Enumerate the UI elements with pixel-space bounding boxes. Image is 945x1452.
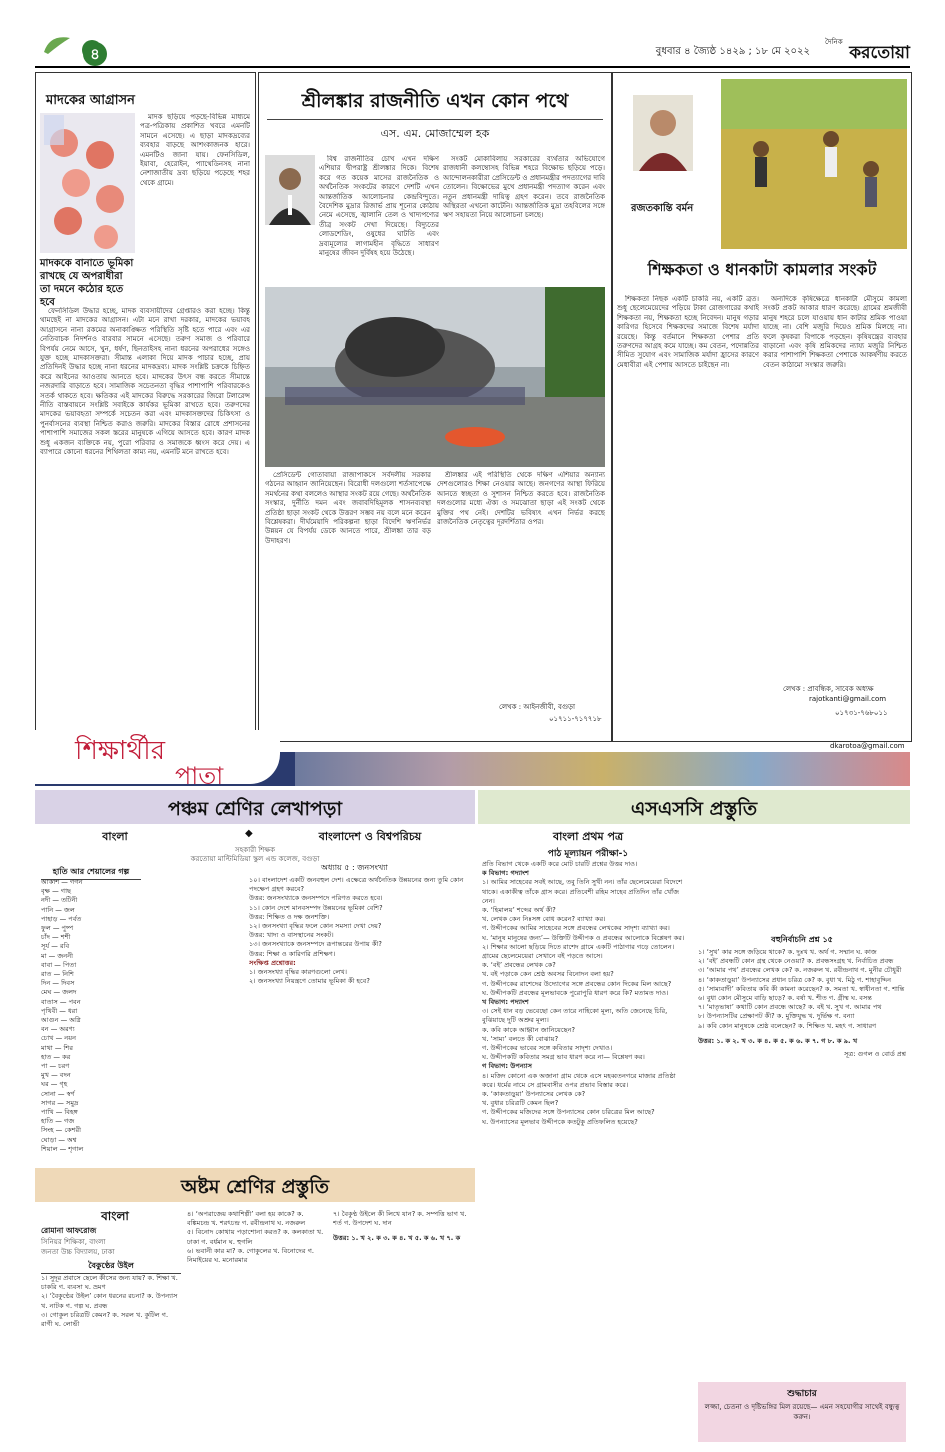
protest-photo bbox=[265, 287, 605, 467]
mcq-item: ৮। উপন্যাসটির প্রেক্ষাপট কী? ক. মুক্তিযুদ্ধ খ. দুর্ভিক্ষ গ. বন্যা bbox=[698, 1012, 855, 1021]
ssc-line: ৪। মজিদ কোনো এক অজানা গ্রাম থেকে এসে মহব্বতনগরে মাজার প্রতিষ্ঠা করে। ধর্মের নামে সে গ্রামবাসীর ওপর প্রভাব বিস্তার করে। bbox=[482, 1071, 676, 1089]
ssc-line: গ বিভাগ: উপন্যাস bbox=[482, 1062, 532, 1071]
ssc-subject: বাংলা প্রথম পত্র bbox=[552, 830, 624, 843]
class8-teacher-role: সিনিয়র শিক্ষিকা, বাংলা bbox=[41, 1238, 106, 1246]
class5-section bbox=[35, 826, 475, 1162]
banner-collage bbox=[295, 752, 910, 786]
mcq-item: ৫। ‘সাম্যবাদী’ কবিতায় কবি কী কামনা করেছেন? ক. সমতা খ. স্বাধীনতা গ. শান্তি bbox=[698, 984, 905, 993]
mcq-item: ২। ‘বই’ প্রবন্ধটি কোন গ্রন্থ থেকে নেওয়া? ক. প্রবন্ধসংগ্রহ খ. নির্বাচিত প্রবন্ধ bbox=[698, 957, 894, 966]
word-pair: বন — অরণ্য bbox=[41, 1025, 75, 1034]
ssc-line: গ. উদ্দীপকের আমির সাহেবের সঙ্গে প্রবন্ধের লেখকের সাদৃশ্য ব্যাখ্যা কর। bbox=[482, 924, 670, 933]
mcq-item: ৬। ভবানী কার মা? ক. গোকুলের খ. বিনোদের গ. নিমাইয়ের ঘ. মনোরমার bbox=[187, 1246, 315, 1265]
teacher-email: rajotkanti@gmail.com bbox=[809, 695, 887, 703]
word-pair: দিন — দিবস bbox=[41, 979, 75, 988]
class8-heading-band bbox=[35, 1168, 475, 1202]
ssc-line: ক. ‘কাকতাড়ুয়া’ উপন্যাসের লেখক কে? bbox=[482, 1090, 586, 1099]
word-pair: হাত — কর bbox=[41, 1052, 71, 1061]
paper-name: করতোয়া bbox=[849, 43, 910, 63]
mcq-item: ৫। বিনোদ কোথায় পড়াশোনা করত? ক. কলকাতা খ. ঢাকা গ. বর্ধমান ঘ. হুগলি bbox=[187, 1228, 324, 1246]
word-pair: চাঁদ — শশী bbox=[41, 933, 71, 942]
ssc-credit: সূত্র: গুগল ও বোর্ড প্রশ্ন bbox=[844, 1050, 906, 1059]
srilanka-body-2: সংকট মোকাবিলায় সরকারের ব্যর্থতার অভিযোগে রাজধানী কলম্বোসহ বিভিন্ন শহরে বিক্ষোভ ছড়িয়ে পড়ে। আন্দোলনকারীরা প্রেসিডেন্ট ও প্রধানমন্ত্রীর পদত্যাগের দাবি তোলেন। বিক্ষোভের মুখে প্রধানমন্ত্রী পদত্যাগ করেন এবং নতুন প্রধানমন্ত্রী দায়িত্ব গ্রহণ করেন। তবে রাজনৈতিক অস্থিরতা এখনো কাটেনি। আন্তর্জাতিক মুদ্রা তহবিলের সঙ্গে ঋণ সহায়তা নিয়ে আলোচনা চলছে। bbox=[443, 155, 605, 220]
mcq-item: ৩। গোকুল চরিত্রটি কেমন? ক. সরল খ. কুটিল গ. রাগী ঘ. লোভী bbox=[41, 1310, 169, 1329]
ssc-line: ক. ‘বই’ প্রবন্ধের লেখক কে? bbox=[482, 961, 556, 970]
class5-school: করতোয়া মাল্টিমিডিয়া স্কুল এন্ড কলেজ, বগুড়া bbox=[190, 855, 320, 863]
word-pair: মুখ — বদন bbox=[41, 1071, 71, 1080]
masthead-rule bbox=[35, 66, 910, 68]
srilanka-author-note: লেখক : আইনজীবী, বগুড়া bbox=[499, 703, 576, 711]
mcq-item: ৪। ‘অপরাজেয় কথাশিল্পী’ বলা হয় কাকে? ক. বঙ্কিমচন্দ্র খ. শরৎচন্দ্র গ. রবীন্দ্রনাথ ঘ. নজরুল bbox=[187, 1210, 306, 1228]
erratum-box bbox=[698, 1382, 906, 1442]
word-pair: পা — চরণ bbox=[41, 1062, 70, 1071]
srilanka-title-rule bbox=[267, 119, 603, 120]
ssc-line: ৩। সেই ধান বড় ভেবেছো কেন তারে নাহিকো মূল্য, অতি জেনেছে চিরি, বুঝিয়াছে দুটি অশ্রুর মূল্য। bbox=[482, 1007, 668, 1025]
mcq-item: ৪। ‘কাকতাড়ুয়া’ উপন্যাসের প্রধান চরিত্র কে? ক. বুধা খ. মিঠু গ. শাহাবুদ্দিন bbox=[698, 975, 892, 984]
word-pair: পাখি — বিহঙ্গ bbox=[41, 1108, 78, 1117]
class5-heading-band bbox=[35, 790, 475, 824]
word-pair: সাগর — সমুদ্র bbox=[41, 1098, 79, 1107]
ssc-exam: পাঠ মূল্যায়ন পরীক্ষা-১ bbox=[547, 849, 629, 859]
srilanka-body-3: প্রেসিডেন্ট গোতাবায়া রাজাপাকসে সর্বদলীয় সরকার গঠনের আহ্বান জানিয়েছেন। বিরোধী দলগুলো শর্তসাপেক্ষে সমর্থনের কথা বললেও আস্থার সংকট রয়ে গেছে। অর্থনৈতিক সংস্কার, দুর্নীতি দমন এবং জবাবদিহিমূলক শাসনব্যবস্থা প্রতিষ্ঠা ছাড়া সংকট থেকে উত্তরণ সম্ভব নয় বলে মনে করেন বিশ্লেষকরা। দীর্ঘমেয়াদি পরিকল্পনা ছাড়া বিদেশি ঋণনির্ভর উন্নয়ন যে বিপর্যয় ডেকে আনতে পারে, শ্রীলঙ্কা তার বড় উদাহরণ। bbox=[265, 471, 431, 545]
word-pair: সূর্য — রবি bbox=[41, 942, 70, 951]
word-pair: মেঘ — জলদ bbox=[41, 988, 77, 997]
teacher-phone: ০১৭৩১-৭৬৮০১১ bbox=[835, 709, 888, 717]
teacher-title: শিক্ষকতা ও ধানকাটা কামলার সংকট bbox=[647, 260, 877, 279]
mcq-item: ১। সুদূর প্রবাসে ছেলে কীসের জন্য যায়? ক. শিক্ষা খ. চাকরি গ. ব্যবসা ঘ. ভ্রমণ bbox=[41, 1274, 178, 1292]
pills-image-icon bbox=[40, 113, 135, 253]
class8-teacher: রোমানা আফরোজ bbox=[41, 1226, 97, 1235]
question-line: উত্তর: জনসংখ্যাকে জনসম্পদে পরিণত করতে হবে। bbox=[249, 894, 383, 903]
left-article-lead: মাদক ছড়িয়ে পড়ছে-বিভিন্ন মাধ্যমে পত্র-পত্রিকায় প্রকাশিত খবরে এমনটি সামনে এসেছে। এ ছাড়া মাদকদ্রব্যের ব্যবহার বাড়ছে আশংকাজনক হারে। এমনটিও জানা যায়। ফেনসিডিল, ইয়াবা, হেরোইন, প্যাথেডিনসহ নানা নেশাজাতীয় দ্রব্য ছড়িয়ে পড়েছে শহর থেকে গ্রামে। bbox=[140, 113, 250, 187]
ssc-line: ক বিভাগ: গদ্যাংশ bbox=[482, 869, 529, 878]
mcq-item: ২। ‘বৈকুণ্ঠের উইল’ কোন ধরনের রচনা? ক. উপন্যাস খ. নাটক গ. গল্প ঘ. প্রবন্ধ bbox=[41, 1292, 178, 1310]
srilanka-body-4: শ্রীলঙ্কার এই পরিস্থিতি থেকে দক্ষিণ এশিয়ার অন্যান্য দেশগুলোরও শিক্ষা নেওয়ার আছে। জনগণের আস্থা ফিরিয়ে আনতে স্বচ্ছতা ও সুশাসন নিশ্চিত করতে হবে। রাজনৈতিক দলগুলোর মধ্যে ঐক্য ও সমঝোতা ছাড়া এই সংকট থেকে মুক্তির পথ নেই। দেশটির ভবিষ্যৎ এখন নির্ভর করছে রাজনৈতিক নেতৃত্বের দূরদর্শিতার ওপর। bbox=[437, 471, 605, 527]
word-pair: ঘর — গৃহ bbox=[41, 1080, 68, 1089]
banner-title-1: শিক্ষার্থীর bbox=[75, 736, 166, 766]
question-line: উত্তর: খাদ্য ও বাসস্থানের সংকট। bbox=[249, 931, 334, 940]
ssc-line: ১। আমির সাহেবের সবই আছে, তবু তিনি সুখী নন। তাঁর ছেলেমেয়েরা বিদেশে থাকে। একাকীত্ব তাঁকে গ্রাস করে। প্রতিবেশী রহিম সাহেব প্রতিদিন তাঁর খোঁজ নেন। bbox=[482, 878, 683, 905]
question-line: উত্তর: শিক্ষিত ও দক্ষ জনশক্তি। bbox=[249, 912, 330, 921]
class8-section-title: বৈকুণ্ঠের উইল bbox=[41, 1260, 181, 1274]
word-pair: ঘোড়া — অশ্ব bbox=[41, 1135, 77, 1144]
class5-questions bbox=[249, 876, 471, 1162]
srilanka-body-1: বিশ্ব রাজনীতির চোখ এখন দক্ষিণ এশিয়ার দ্বীপরাষ্ট্র শ্রীলঙ্কার দিকে। বিশেষ করে গত কয়েক মাসের রাজনৈতিক ও অর্থনৈতিক সংকটের কারণে দেশটি এখন আন্তর্জাতিক আলোচনার কেন্দ্রবিন্দুতে। বৈদেশিক মুদ্রার রিজার্ভ প্রায় শূন্যের কোঠায় নেমে এসেছে, জ্বালানি তেল ও খাদ্যপণ্যের তীব্র সংকট দেখা দিয়েছে। বিদ্যুতের লোডশেডিং, ওষুধের ঘাটতি এবং দ্রব্যমূল্যের লাগামহীন বৃদ্ধিতে সাধারণ মানুষের জীবন দুর্বিষহ হয়ে উঠেছে। bbox=[319, 155, 439, 258]
person-portrait-icon bbox=[633, 95, 693, 171]
ssc-line: গ. উদ্দীপকের মজিদের সঙ্গে উপন্যাসের কোন চরিত্রের মিল আছে? bbox=[482, 1108, 655, 1117]
harvest-field-image-icon bbox=[721, 79, 907, 249]
class8-mcq-left bbox=[41, 1274, 181, 1444]
ssc-heading-band bbox=[478, 790, 910, 824]
word-pair: চোখ — নয়ন bbox=[41, 1034, 77, 1043]
question-line: সংক্ষিপ্ত প্রশ্নোত্তর: bbox=[249, 958, 296, 967]
left-article-pull-quote: মাদককে বানাতে ভূমিকা রাখছে যে অপরাধীরা তা দমনে কঠোর হতে হবে bbox=[40, 258, 134, 308]
rice-field-photo bbox=[721, 79, 907, 249]
class5-word-list bbox=[41, 878, 241, 1162]
masthead bbox=[0, 0, 945, 74]
question-line: ১১। কোন দেশে মানবসম্পদ উন্নয়নের ভূমিকা বেশি? bbox=[249, 903, 383, 912]
word-pair: মা — জননী bbox=[41, 951, 74, 960]
word-pair: পাহাড় — পর্বত bbox=[41, 914, 82, 923]
paper-tag: দৈনিক bbox=[825, 38, 843, 46]
mcq-item: ৭। বৈকুণ্ঠ উইলে কী লিখে যান? ক. সম্পত্তি ভাগ খ. শর্ত গ. উপদেশ ঘ. দান bbox=[333, 1210, 467, 1228]
question-line: ১০। বাংলাদেশ একটি জনবহুল দেশ। এক্ষেত্রে অর্থনৈতিক উন্নয়নের জন্য তুমি কোন পদক্ষেপ গ্রহণ করবে? bbox=[249, 876, 464, 894]
ssc-heading: এসএসসি প্রস্তুতি bbox=[630, 798, 758, 820]
class8-mcq-mid bbox=[187, 1210, 327, 1444]
srilanka-byline: এস. এম. মোজাম্মেল হক bbox=[380, 127, 490, 140]
question-line: ১৩। জনসংখ্যাকে জনসম্পদে রূপান্তরের উপায় কী? bbox=[249, 940, 382, 949]
ssc-line: খ. বুধার চরিত্রটি কেমন ছিল? bbox=[482, 1099, 559, 1108]
srilanka-article bbox=[258, 72, 612, 742]
teacher-body-2: অন্যদিকে কৃষিক্ষেত্রে ধানকাটা মৌসুমে কামলা সংকট প্রকট আকার ধারণ করেছে। গ্রামের শ্রমজীবী মানুষ শহরে চলে যাওয়ায় ধান কাটার শ্রমিক পাওয়া যাচ্ছে না। বেশি মজুরি দিয়েও শ্রমিক মিলছে না। ফলে কৃষকরা বিপাকে পড়ছেন। কৃষিযন্ত্রের ব্যবহার বাড়ানো এবং কৃষি শ্রমিকদের ন্যায্য মজুরি নিশ্চিত করার পাশাপাশি শিক্ষকতা পেশাকে আকর্ষণীয় করতে বেতন কাঠামো সংস্কার জরুরি। bbox=[763, 295, 907, 369]
word-pair: রাত — নিশি bbox=[41, 970, 74, 979]
word-pair: ফুল — পুষ্প bbox=[41, 924, 74, 933]
ssc-line: ক. ‘হিমালয়’ শব্দের অর্থ কী? bbox=[482, 906, 556, 915]
word-pair: মাথা — শির bbox=[41, 1043, 73, 1052]
ssc-line: খ. বই পড়াকে কেন শ্রেষ্ঠ অবসর বিনোদন বলা হয়? bbox=[482, 970, 614, 979]
srilanka-title: শ্রীলঙ্কার রাজনীতি এখন কোন পথে bbox=[301, 90, 569, 112]
date-line: বুধবার ৪ জ্যৈষ্ঠ ১৪২৯ ; ১৮ মে ২০২২ bbox=[655, 46, 810, 57]
mcq-answers: উত্তর: ১. ক ২. খ ৩. ক ৪. ক ৫. ক ৬. ক ৭. গ ৮. ক ৯. খ bbox=[698, 1036, 858, 1045]
ssc-line: খ বিভাগ: পদ্যাংশ bbox=[482, 998, 529, 1007]
word-pair: বাবা — পিতা bbox=[41, 960, 77, 969]
email-credit: dkarotoa@gmail.com bbox=[830, 742, 905, 750]
word-pair: আগুন — অগ্নি bbox=[41, 1016, 81, 1025]
word-pair: পানি — জল bbox=[41, 905, 75, 914]
ssc-line: গ. উদ্দীপকের রাশেদের উদ্যোগের সঙ্গে প্রবন্ধের কোন দিকের মিল আছে? bbox=[482, 979, 672, 988]
word-pair: নদী — তটিনী bbox=[41, 896, 78, 905]
erratum-title: শুদ্ধাচার bbox=[787, 1389, 817, 1399]
word-pair: আকাশ — গগন bbox=[41, 878, 83, 886]
ssc-line: ঘ. উদ্দীপকটি প্রবন্ধের মূলভাবকে পুরোপুরি ধারণ করে কি? মতামত দাও। bbox=[482, 988, 669, 997]
page-number: ৪ bbox=[83, 42, 107, 66]
word-pair: শিয়াল — শৃগাল bbox=[41, 1144, 84, 1153]
class8-school: জনতা উচ্চ বিদ্যালয়, ঢাকা bbox=[41, 1248, 115, 1256]
author-photo-srilanka bbox=[265, 155, 315, 225]
question-line: উত্তর: শিক্ষা ও কারিগরি প্রশিক্ষণ। bbox=[249, 949, 336, 958]
class8-subject: বাংলা bbox=[101, 1209, 129, 1223]
erratum-text: লজ্জা, চেতনা ও দৃষ্টিভঙ্গির মিল রয়েছে— এমন সহযোগীর সাথেই বন্ধুত্ব করুন। bbox=[704, 1403, 900, 1421]
author-photo-teacher bbox=[633, 95, 693, 171]
word-pair: সিংহ — কেশরী bbox=[41, 1126, 82, 1135]
class8-heading: অষ্টম শ্রেণির প্রস্তুতি bbox=[180, 1176, 330, 1198]
mcq-item: ৭। ‘মাতৃভাষা’ কথাটি কোন প্রবন্ধে আছে? ক. বই খ. সুখ গ. আমার পথ bbox=[698, 1003, 882, 1012]
word-pair: সোনা — স্বর্ণ bbox=[41, 1089, 75, 1098]
ssc-line: ঘ. উদ্দীপকটি কবিতার সমগ্র ভাব ধারণ করে না— বিশ্লেষণ কর। bbox=[482, 1053, 645, 1062]
class5-subject-right: বাংলাদেশ ও বিশ্বপরিচয় bbox=[318, 830, 422, 843]
class5-left-col-title: হাতি আর শেয়ালের গল্প bbox=[41, 866, 141, 880]
ssc-line: ঘ. উপন্যাসের মূলভাব উদ্দীপকে কতটুকু প্রতিফলিত হয়েছে? bbox=[482, 1117, 638, 1126]
mcq-item: ১। ‘সুখ’ কার সঙ্গে জড়িয়ে থাকে? ক. দুঃখ খ. অর্থ গ. সম্মান ঘ. কাজ bbox=[698, 948, 877, 956]
banner-title-2: পাতা bbox=[175, 762, 224, 790]
ssc-line: ২। শিক্ষার আলো ছড়িয়ে দিতে রাশেদ গ্রামে একটি পাঠাগার গড়ে তোলেন। গ্রামের ছেলেমেয়েরা সেখানে বই পড়তে আসে। bbox=[482, 942, 675, 961]
teacher-byline: রজতকান্তি বর্মন bbox=[631, 203, 694, 214]
word-pair: পৃথিবী — ধরা bbox=[41, 1006, 78, 1015]
teacher-author-note: লেখক : প্রাবন্ধিক, সাবেক অধ্যক্ষ bbox=[783, 685, 874, 693]
ssc-line: ঘ. ‘মানুষ মানুষের জন্য’— উক্তিটি উদ্দীপক ও প্রবন্ধের আলোকে বিশ্লেষণ কর। bbox=[482, 933, 685, 942]
mcq-item: ৩। ‘আমার পথ’ প্রবন্ধের লেখক কে? ক. নজরুল খ. রবীন্দ্রনাথ গ. মুনীর চৌধুরী bbox=[698, 966, 902, 975]
ssc-section bbox=[478, 826, 910, 1446]
class5-subject-left: বাংলা bbox=[102, 830, 128, 843]
question-line: ২। জনসংখ্যা নিয়ন্ত্রণে তোমার ভূমিকা কী হবে? bbox=[249, 977, 370, 986]
pills-photo bbox=[40, 113, 135, 253]
word-pair: বৃক্ষ — গাছ bbox=[41, 887, 72, 896]
mcq-answers: উত্তর: ১. খ ২. ক ৩. ক ৪. খ ৫. ক ৬. খ ৭. ক bbox=[333, 1234, 461, 1243]
ssc-line: প্রতি বিভাগ থেকে একটি করে মোট চারটি প্রশ্নের উত্তর দাও। bbox=[482, 860, 638, 868]
teacher-article bbox=[612, 72, 912, 742]
srilanka-phone: ০১৭১১-৭১৭৭১৮ bbox=[549, 715, 602, 723]
ssc-line: খ. লেখক কেন নিঃসঙ্গ বোধ করেন? ব্যাখ্যা কর। bbox=[482, 915, 606, 924]
ssc-line: গ. উদ্দীপকের ভাবের সঙ্গে কবিতার সাদৃশ্য দেখাও। bbox=[482, 1044, 613, 1053]
street-protest-image-icon bbox=[265, 287, 605, 467]
person-portrait-icon bbox=[265, 155, 315, 225]
ssc-line: ক. কবি কাকে আহ্বান জানিয়েছেন? bbox=[482, 1025, 575, 1034]
left-article-body: ফেনসিডিল উদ্ধার হচ্ছে, মাদক ব্যবসায়ীদের গ্রেপ্তারও করা হচ্ছে। কিন্তু থামছেই না মাদকের আগ্রাসন। এটা মনে রাখা দরকার, মাদকের ভয়াবহ আগ্রাসনে নানা রকমের অনাকাঙ্ক্ষিত পরিস্থিতি সৃষ্টি হতে পারে এবং এর নেতিবাচক নিদর্শনও বারবার সামনে এসেছে। তরুণ সমাজ ও পরিবারে বিপর্যয় নেমে আসে, খুন, ধর্ষণ, ছিনতাইসহ নানা ধরনের অপরাধের সঙ্গেও যুক্ত হচ্ছে মাদকাসক্তরা। সীমান্ত এলাকা দিয়ে মাদক পাচার হচ্ছে, প্রায় প্রতিদিনই উদ্ধার হচ্ছে নানা ধরনের মাদকদ্রব্য। মাদক সংশ্লিষ্ট চক্রকে চিহ্নিত করে আইনের আওতায় আনতে হবে। মাদকের উৎস বন্ধ করতে সীমান্তে নজরদারি বাড়াতে হবে। সামাজিক সচেতনতা বৃদ্ধির পাশাপাশি পরিবারকেও সতর্ক থাকতে হবে। ক্ষতিকর এই মাদকের বিরুদ্ধে সরকারের জিরো টলারেন্স নীতি বাস্তবায়নে সংশ্লিষ্ট সবাইকে কার্যকর ভূমিকা রাখতে হবে। তরুণদের মাদকের ভয়াবহতা সম্পর্কে সচেতন করা এবং মাদকাসক্তদের চিকিৎসা ও পুনর্বাসনের ব্যবস্থা নিশ্চিত করাও জরুরি। মাদকের বিস্তার রোধে প্রশাসনের পাশাপাশি সমাজের সকল স্তরের মানুষকে এগিয়ে আসতে হবে। কারণ মাদক শুধু একজন ব্যক্তিকে নয়, পুরো পরিবার ও সমাজকে ধ্বংস করে দেয়। এ ব্যাপারে কোনো ধরনের শিথিলতা কাম্য নয়, এমনটি মনে রাখতে হবে। bbox=[40, 307, 250, 457]
class5-diamond-icon: ◆ bbox=[245, 828, 253, 839]
left-article-title: মাদকের আগ্রাসন bbox=[46, 93, 135, 108]
teacher-body-1: শিক্ষকতা নিছক একটি চাকরি নয়, একটি ব্রত। শুধু ছেলেমেয়েদের পড়িয়ে টাকা রোজগারের কথাই শিক্ষকতা নয়, শিক্ষকতা হচ্ছে নিবেদন। মানুষ গড়ার কারিগর হিসেবে শিক্ষকদের সমাজে বিশেষ মর্যাদা রয়েছে। কিন্তু বর্তমানে শিক্ষকতা পেশার প্রতি তরুণদের আগ্রহ কমে যাচ্ছে। কম বেতন, পদোন্নতির সীমিত সুযোগ এবং সামাজিক মর্যাদা হ্রাসের কারণে মেধাবীরা এই পেশায় আসতে চাইছেন না। bbox=[617, 295, 759, 369]
word-pair: বাতাস — পবন bbox=[41, 997, 81, 1006]
class8-section bbox=[35, 1206, 475, 1446]
ssc-questions bbox=[482, 860, 690, 1442]
class8-mcq-right bbox=[333, 1210, 471, 1444]
question-line: ১। জনসংখ্যা বৃদ্ধির কারণগুলো লেখ। bbox=[249, 968, 347, 977]
class5-chapter: অধ্যায় ৫ : জনসংখ্যা bbox=[321, 863, 388, 872]
class5-teacher: সহকারী শিক্ষক bbox=[234, 846, 276, 854]
question-line: ১২। জনসংখ্যা বৃদ্ধির ফলে কোন সমস্যা দেখা দেয়? bbox=[249, 922, 382, 931]
class5-heading: পঞ্চম শ্রেণির লেখাপড়া bbox=[168, 798, 342, 820]
mcq-item: ৬। বুধা কোন মৌসুমে বাড়ি ছাড়ে? ক. বর্ষা খ. শীত গ. গ্রীষ্ম ঘ. বসন্ত bbox=[698, 994, 872, 1003]
banner-title-box bbox=[35, 730, 280, 790]
word-pair: হাতি — গজ bbox=[41, 1117, 75, 1126]
left-article bbox=[35, 72, 256, 742]
ssc-mcq bbox=[698, 948, 906, 1368]
ssc-mcq-title: বহুনির্বাচনি প্রশ্ন ১৫ bbox=[771, 935, 833, 944]
ssc-line: খ. ‘সাম্য’ বলতে কী বোঝায়? bbox=[482, 1034, 559, 1043]
mcq-item: ৯। কবি কোন মানুষকে শ্রেষ্ঠ বলেছেন? ক. শিক্ষিত খ. মহৎ গ. সাধারণ bbox=[698, 1021, 877, 1030]
